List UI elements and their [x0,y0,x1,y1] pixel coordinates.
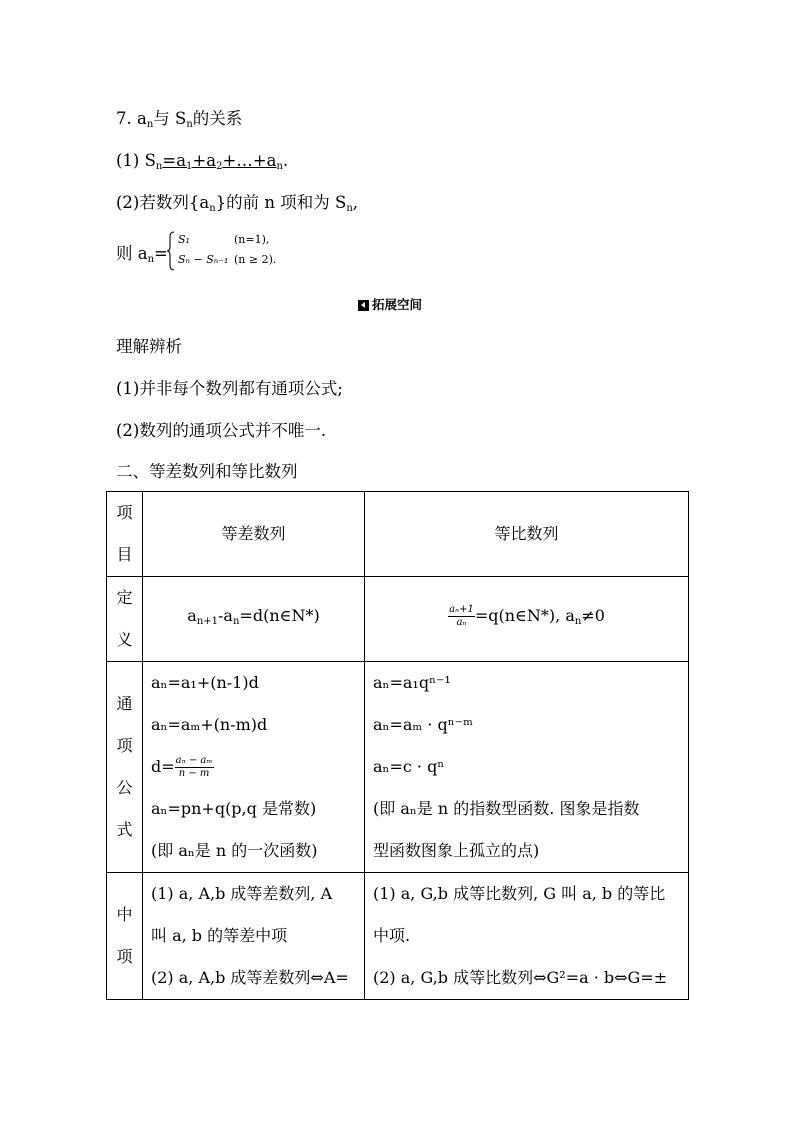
row-label-definition: 定 义 [107,577,143,662]
row-label-general-term: 通 项 公 式 [107,662,143,873]
piecewise-row2-expr: Sₙ − Sₙ₋₁ [178,253,229,266]
row-label-middle-term: 中 项 [107,873,143,1000]
general-arithmetic: aₙ=a₁+(n-1)d aₙ=aₘ+(n-m)d d= $\frac{\text{aₙ − aₘ}}{n - m}$ aₙ=pn+q(p,q 是常数) (即 aₙ是 n 的一次函数) [143,662,365,873]
speaker-icon [358,300,369,311]
left-brace [166,231,176,271]
piecewise-lhs: 则 $a_n=$ [116,244,168,265]
general-geometric: aₙ=a₁qⁿ⁻¹ aₙ=aₘ · qⁿ⁻ᵐ aₙ=c · qⁿ (即 aₙ是 n 的指数型函数. 图象是指数 型函数图象上孤立的点) [365,662,689,873]
extension-space-tag: 拓展空间 [358,297,422,313]
header-geometric: 等比数列 [365,492,689,577]
piecewise-row1-expr: S₁ [178,233,190,246]
sequence-comparison-table [106,491,689,1000]
piecewise-formula [116,231,436,271]
middle-arithmetic: (1) a, A,b 成等差数列, A 叫 a, b 的等差中项 (2) a, A,b 成等差数列⇔A= [143,873,365,1000]
ratio-fraction: $\frac{\text{aₙ+1}}{\text{aₙ}}$ [449,604,474,628]
header-arithmetic: 等差数列 [143,492,365,577]
middle-geometric: (1) a, G,b 成等比数列, G 叫 a, b 的等比 中项. (2) a, G,b 成等比数列⇔G²=a · b⇔G=± [365,873,689,1000]
table-header-row [107,492,689,577]
definition-geometric: $\frac{\text{aₙ+1}}{\text{aₙ}}$ =q(n∈N*), $a_n\ne 0$ [365,577,689,662]
item-2-condition: (2)若数列$\{a_n\}$的前 n 项和为 $S_n$, [116,193,359,214]
section-2-title: 二、等差数列和等比数列 [116,462,298,481]
analysis-point-2: (2)数列的通项公式并不唯一. [116,421,327,440]
definition-arithmetic: $a_{n+1}-a_n=d(n\in N*)$ [143,577,365,662]
d-fraction: $\frac{\text{aₙ − aₘ}}{n - m}$ [175,755,213,779]
header-item: 项 目 [107,492,143,577]
piecewise-row2-cond: (n ≥ 2). [234,253,277,266]
table-row-middle-term [107,873,689,1000]
section-7-title: 7. $a_n$与 $S_n$的关系 [116,109,243,130]
piecewise-row1-cond: (n=1), [234,233,270,246]
analysis-title: 理解辨析 [116,337,182,356]
table-row-general-term [107,662,689,873]
table-row-definition [107,577,689,662]
analysis-point-1: (1)并非每个数列都有通项公式; [116,379,343,398]
item-1-sum-formula: (1) $S_n=a_1+a_2+\dots+a_n$. [116,151,289,172]
